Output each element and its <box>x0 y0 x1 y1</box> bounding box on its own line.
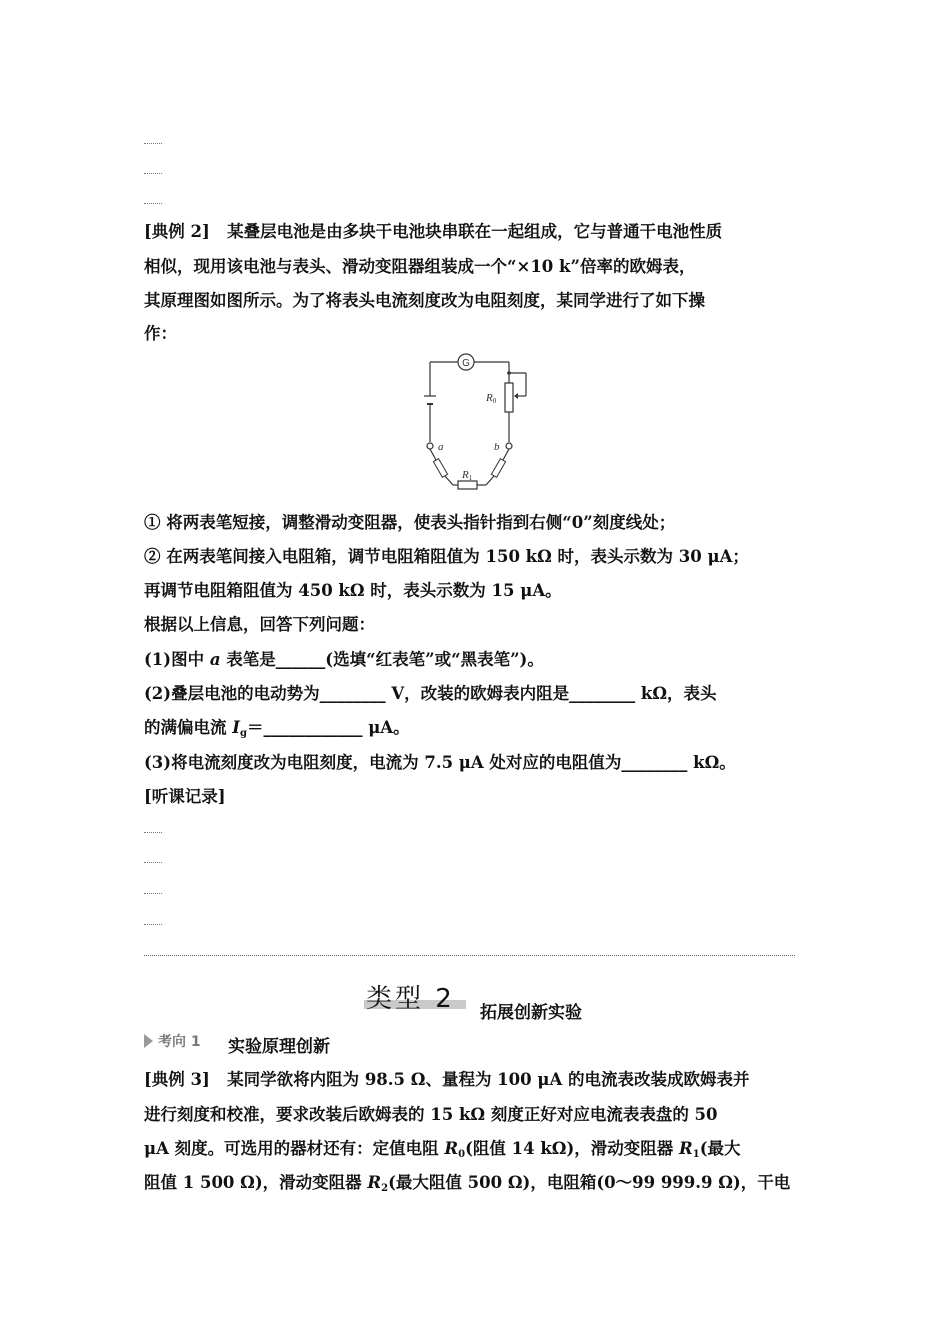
play-triangle-icon <box>144 1034 153 1048</box>
step-2b: 再调节电阻箱阻值为 450 kΩ 时，表头示数为 15 μA。 <box>144 581 562 600</box>
note-line-5 <box>144 862 162 863</box>
r1-label: R1 <box>462 469 473 482</box>
note-line-7 <box>144 924 162 925</box>
example3-label: [典例 3] <box>144 1070 210 1089</box>
example2-line-4: 作： <box>144 324 177 343</box>
circuit-diagram <box>410 348 540 494</box>
type-title: 类型 2 <box>366 984 455 1014</box>
probe-a <box>433 459 447 478</box>
example2-line-3: 其原理图如图所示。为了将表头电流刻度改为电阻刻度，某同学进行了如下操 <box>144 291 705 310</box>
question-2a: (2)叠层电池的电动势为________ V，改装的欧姆表内阻是________ kΩ，表头 <box>144 684 717 703</box>
terminal-a-label: a <box>438 441 444 453</box>
note-line-2 <box>144 173 162 174</box>
example3-line-1: [典例 3] 某同学欲将内阻为 98.5 Ω、量程为 100 μA 的电流表改装成欧姆表并 <box>144 1070 750 1089</box>
example2-line-1: [典例 2] 某叠层电池是由多块干电池块串联在一起组成，它与普通干电池性质 <box>144 222 723 241</box>
example3-line-3: μA 刻度。可选用的器材还有：定值电阻 $R_0$(阻值 14 kΩ)，滑动变阻器 $R_1$(最大 <box>144 1139 741 1160</box>
example2-label: [典例 2] <box>144 222 210 241</box>
type-subtitle: 拓展创新实验 <box>480 1003 582 1023</box>
probe-b <box>491 459 505 478</box>
question-3: (3)将电流刻度改为电阻刻度，电流为 7.5 μA 处对应的电阻值为________ kΩ。 <box>144 753 736 772</box>
galvanometer-label: G <box>462 358 470 369</box>
terminal-b-label: b <box>494 441 500 453</box>
example2-line-2: 相似，现用该电池与表头、滑动变阻器组装成一个“×10 k”倍率的欧姆表， <box>144 257 696 276</box>
section-divider <box>144 955 795 956</box>
note-line-4 <box>144 832 162 833</box>
step-1: ① 将两表笔短接，调整滑动变阻器，使表头指针指到右侧“0”刻度线处； <box>144 513 676 532</box>
direction-label: 实验原理创新 <box>228 1037 330 1057</box>
example3-line-2: 进行刻度和校准，要求改装后欧姆表的 15 kΩ 刻度正好对应电流表表盘的 50 <box>144 1105 718 1124</box>
note-line-6 <box>144 893 162 894</box>
r0-label: R0 <box>486 392 497 405</box>
note-line-1 <box>144 143 162 144</box>
note-line-3 <box>144 203 162 204</box>
step-2a: ② 在两表笔间接入电阻箱，调节电阻箱阻值为 150 kΩ 时，表头示数为 30 μA； <box>144 547 749 566</box>
example3-line-4: 阻值 1 500 Ω)，滑动变阻器 $R_2$(最大阻值 500 Ω)，电阻箱(0～99 999.9 Ω)，干电 <box>144 1173 791 1194</box>
direction-tag: 考向 1 <box>144 1031 214 1051</box>
question-2b: 的满偏电流 $I_g=\_\_\_\_\_\_\_\_\_\_\_\_$ μA。 <box>144 718 410 739</box>
notes-heading: [听课记录] <box>144 787 226 806</box>
question-1: (1)图中 a 表笔是______(选填“红表笔”或“黑表笔”)。 <box>144 650 544 669</box>
prompt-line: 根据以上信息，回答下列问题： <box>144 615 375 634</box>
